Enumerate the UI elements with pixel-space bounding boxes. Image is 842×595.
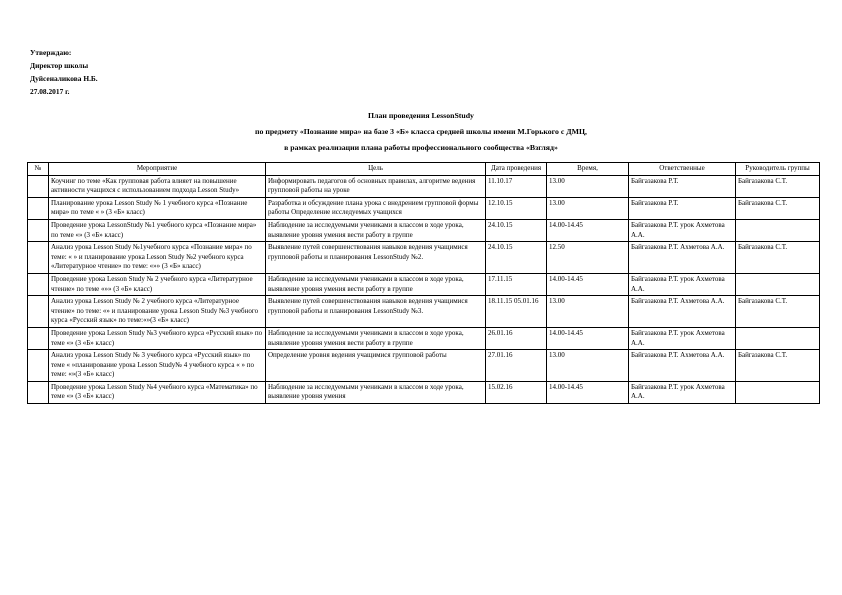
cell-time: 12.50 bbox=[547, 242, 629, 274]
cell-date: 17.11.15 bbox=[486, 273, 547, 295]
cell-goal: Наблюдение за исследуемыми учениками в классом в ходе урока, выявление уровня умения bbox=[266, 381, 486, 403]
cell-date: 12.10.15 bbox=[486, 197, 547, 219]
cell-date: 26.01.16 bbox=[486, 327, 547, 349]
table-row bbox=[28, 381, 820, 403]
cell-responsible: Байгазакова Р.Т. урок Ахметова А.А. bbox=[629, 381, 736, 403]
cell-time: 13.00 bbox=[547, 296, 629, 328]
cell-responsible: Байгазакова Р.Т. bbox=[629, 197, 736, 219]
cell-time: 13.00 bbox=[547, 175, 629, 197]
table-row bbox=[28, 242, 820, 274]
col-header-leader: Руководитель группы bbox=[736, 163, 820, 176]
cell-goal: Наблюдение за исследуемыми учениками в классом в ходе урока, выявление уровня умения вести работу в группе bbox=[266, 327, 486, 349]
table-row bbox=[28, 350, 820, 382]
approval-date: 27.08.2017 г. bbox=[30, 87, 70, 96]
cell-responsible: Байгазакова Р.Т. bbox=[629, 175, 736, 197]
cell-goal: Определение уровня ведения учащимися групповой работы bbox=[266, 350, 486, 382]
document-subtitle-community: в рамках реализации плана работы профессионального сообщества «Взгляд» bbox=[284, 143, 558, 152]
cell-date: 27.01.16 bbox=[486, 350, 547, 382]
cell-event: Проведение урока Lesson Study №3 учебного курса «Русский язык» по теме «» (3 «Б» класс) bbox=[49, 327, 266, 349]
cell-responsible: Байгазакова Р.Т. Ахметова А.А. bbox=[629, 242, 736, 274]
cell-leader: Байгазакова С.Т. bbox=[736, 296, 820, 328]
table-row bbox=[28, 327, 820, 349]
cell-goal: Наблюдение за исследуемыми учениками в классом в ходе урока, выявление уровня умения вести работу в группе bbox=[266, 273, 486, 295]
cell-goal: Информировать педагогов об основных правилах, алгоритме ведения групповой работы на уроке bbox=[266, 175, 486, 197]
cell-leader bbox=[736, 381, 820, 403]
table-row bbox=[28, 197, 820, 219]
table-header-row bbox=[28, 163, 820, 176]
cell-number bbox=[28, 175, 49, 197]
table-row bbox=[28, 175, 820, 197]
cell-event: Коучинг по теме «Как групповая работа влияет на повышение активности учащихся с использованием подхода Lesson Study» bbox=[49, 175, 266, 197]
cell-responsible: Байгазакова Р.Т. Ахметова А.А. bbox=[629, 296, 736, 328]
cell-goal: Выявление путей совершенствования навыков ведения учащимися групповой работы и планирования LessonStudy №3. bbox=[266, 296, 486, 328]
cell-responsible: Байгазакова Р.Т. урок Ахметова А.А. bbox=[629, 219, 736, 241]
approver-position: Директор школы bbox=[30, 61, 89, 70]
cell-number bbox=[28, 242, 49, 274]
cell-leader: Байгазакова С.Т. bbox=[736, 197, 820, 219]
approval-label: Утверждаю: bbox=[30, 48, 72, 57]
document-title: План проведения LessonStudy bbox=[368, 111, 474, 120]
cell-time: 14.00-14.45 bbox=[547, 327, 629, 349]
cell-responsible: Байгазакова Р.Т. урок Ахметова А.А. bbox=[629, 327, 736, 349]
cell-event: Планирование урока Lesson Study № 1 учебного курса «Познание мира» по теме « » (3 «Б» класс) bbox=[49, 197, 266, 219]
cell-leader: Байгазакова С.Т. bbox=[736, 242, 820, 274]
cell-responsible: Байгазакова Р.Т. урок Ахметова А.А. bbox=[629, 273, 736, 295]
cell-leader: Байгазакова С.Т. bbox=[736, 175, 820, 197]
col-header-time: Время, bbox=[547, 163, 629, 176]
approval-block bbox=[30, 46, 98, 98]
cell-time: 14.00-14.45 bbox=[547, 273, 629, 295]
cell-number bbox=[28, 381, 49, 403]
col-header-date: Дата проведения bbox=[486, 163, 547, 176]
cell-number bbox=[28, 296, 49, 328]
cell-date: 24.10.15 bbox=[486, 219, 547, 241]
cell-time: 14.00-14.45 bbox=[547, 381, 629, 403]
cell-event: Проведение урока Lesson Study №4 учебного курса «Математика» по теме «» (3 «Б» класс) bbox=[49, 381, 266, 403]
cell-leader bbox=[736, 273, 820, 295]
document-subtitle-subject: по предмету «Познание мира» на базе 3 «Б» класса средней школы имени М.Горького с ДМЦ, bbox=[255, 127, 587, 136]
cell-leader bbox=[736, 219, 820, 241]
col-header-goal: Цель bbox=[266, 163, 486, 176]
cell-date: 11.10.17 bbox=[486, 175, 547, 197]
col-header-number: № bbox=[28, 163, 49, 176]
cell-leader: Байгазакова С.Т. bbox=[736, 350, 820, 382]
cell-date: 15.02.16 bbox=[486, 381, 547, 403]
document-heading bbox=[0, 108, 842, 156]
cell-time: 13.00 bbox=[547, 197, 629, 219]
cell-number bbox=[28, 197, 49, 219]
cell-number bbox=[28, 273, 49, 295]
cell-event: Анализ урока Lesson Study № 3 учебного курса «Русский язык» по теме « »планирование урока Lesson Study№ 4 учебного курса « » по теме: «»(3 «Б» класс) bbox=[49, 350, 266, 382]
cell-event: Проведение урока Lesson Study № 2 учебного курса «Литературное чтение» по теме «»» (3 «Б» класс) bbox=[49, 273, 266, 295]
cell-responsible: Байгазакова Р.Т. Ахметова А.А. bbox=[629, 350, 736, 382]
cell-goal: Выявление путей совершенствования навыков ведения учащимися групповой работы и планирования LessonStudy №2. bbox=[266, 242, 486, 274]
cell-leader bbox=[736, 327, 820, 349]
cell-date: 24.10.15 bbox=[486, 242, 547, 274]
cell-event: Анализ урока Lesson Study № 2 учебного курса «Литературное чтение» по теме: «» и планирование урока Lesson Study №3 учебного курса «Русский язык» по теме:«»(3 «Б» класс) bbox=[49, 296, 266, 328]
cell-number bbox=[28, 327, 49, 349]
approver-name: Дуйсеналикова Н.Б. bbox=[30, 74, 98, 83]
cell-time: 13.00 bbox=[547, 350, 629, 382]
col-header-responsible: Ответственные bbox=[629, 163, 736, 176]
cell-number bbox=[28, 219, 49, 241]
cell-event: Проведение урока LessonStudy №1 учебного курса «Познание мира» по теме «» (3 «Б» класс) bbox=[49, 219, 266, 241]
cell-goal: Разработка и обсуждение плана урока с внедрением групповой формы работы Определение исследуемых учащихся bbox=[266, 197, 486, 219]
plan-table bbox=[27, 162, 820, 404]
cell-time: 14.00-14.45 bbox=[547, 219, 629, 241]
table-row bbox=[28, 219, 820, 241]
cell-number bbox=[28, 350, 49, 382]
table-row bbox=[28, 296, 820, 328]
cell-event: Анализ урока Lesson Study №1учебного курса «Познание мира» по теме: « » и планирование урока Lesson Study №2 учебного курса «Литературное чтение» по теме: «»» (3 «Б» класс) bbox=[49, 242, 266, 274]
col-header-event: Мероприятие bbox=[49, 163, 266, 176]
cell-goal: Наблюдение за исследуемыми учениками в классом в ходе урока, выявление уровня умения вести работу в группе bbox=[266, 219, 486, 241]
table-row bbox=[28, 273, 820, 295]
cell-date: 18.11.15 05.01.16 bbox=[486, 296, 547, 328]
